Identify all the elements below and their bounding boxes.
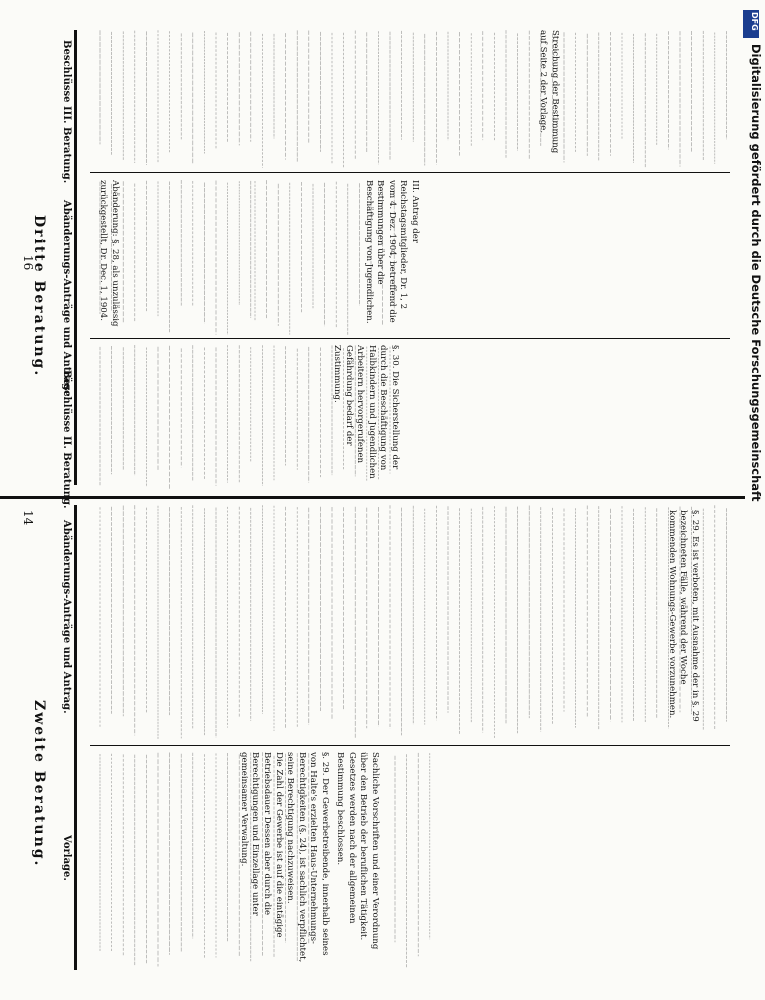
left-paragraph: §. 29. Der Gewerbetreibende, innerhalb seines von Halte's erzielten Haus-Unternehmungs-Berechtigkeiten (§. 24), ist sachlich verpflichtet, seine Berechtigung nachzuweisen. xyxy=(285,752,330,963)
dfg-logo: DFG xyxy=(743,10,759,38)
left-page-title: Zweite Beratung. xyxy=(31,700,47,868)
left-paragraph: Sachliche Vorschriften und einer Verordnung über den Betrieb der beruflichen Tätigkeit. Gesetzes werden nach der allgemeinen Bestimmung beschlossen. xyxy=(335,752,380,950)
left-page-number: 14 xyxy=(21,510,35,526)
right-column-header-beschluesse-iii: Beschlüsse III. Beratung. xyxy=(61,40,72,184)
right-paragraph: Abänderung: §. 28, als unzulässig zurückgestellt, Dr. Dec. 1, 1904. xyxy=(98,180,120,327)
right-paragraph: §. 30. Die Sicherstellung der durch die Beschäftigung von Halbkindern und Jugendlichen Arbeitern hervorgerufenen Gefährdung bedarf der Zustimmung. xyxy=(332,345,400,479)
right-column-header-beschluesse-ii: Beschlüsse II. Beratung. xyxy=(61,370,72,509)
left-paragraph: §. 29. Es ist verboten, mit Ausnahme der in §. 29 bezeichneten Fälle, während der Woche kommenden Wohnungs-Gewerbe vorzunehmen. xyxy=(666,510,700,722)
dfg-watermark-text: Digitalisierung gefördert durch die Deutsche Forschungsgemeinschaft xyxy=(749,44,763,502)
left-column-header-vorlage: Vorlage. xyxy=(61,835,72,881)
left-column-header-antraege: Abänderungs-Anträge und Antrag. xyxy=(61,520,72,714)
right-page-title: Dritte Beratung. xyxy=(31,215,47,378)
right-column-header-antraege: Abänderungs-Anträge und Anträge. xyxy=(61,200,72,400)
left-paragraph: Die Zahl der Gewerbe ist auf die eintägige Betriebsdauer Dessen aber durch die Berechtigungen und Einzellage unter gemeinsamer Verwaltung. xyxy=(238,752,284,938)
right-paragraph: III. Antrag der Reichstagsmitglieder, Dr. 1, 2 vom 4. Dez. 1904, betreffend die Bestimmungen über die Beschäftigung von Jugendlichen. xyxy=(363,180,420,324)
right-page-number: 16 xyxy=(21,255,35,271)
right-paragraph: Streichung der Bestimmung auf Seite 2 der Vorlage. xyxy=(538,30,560,154)
